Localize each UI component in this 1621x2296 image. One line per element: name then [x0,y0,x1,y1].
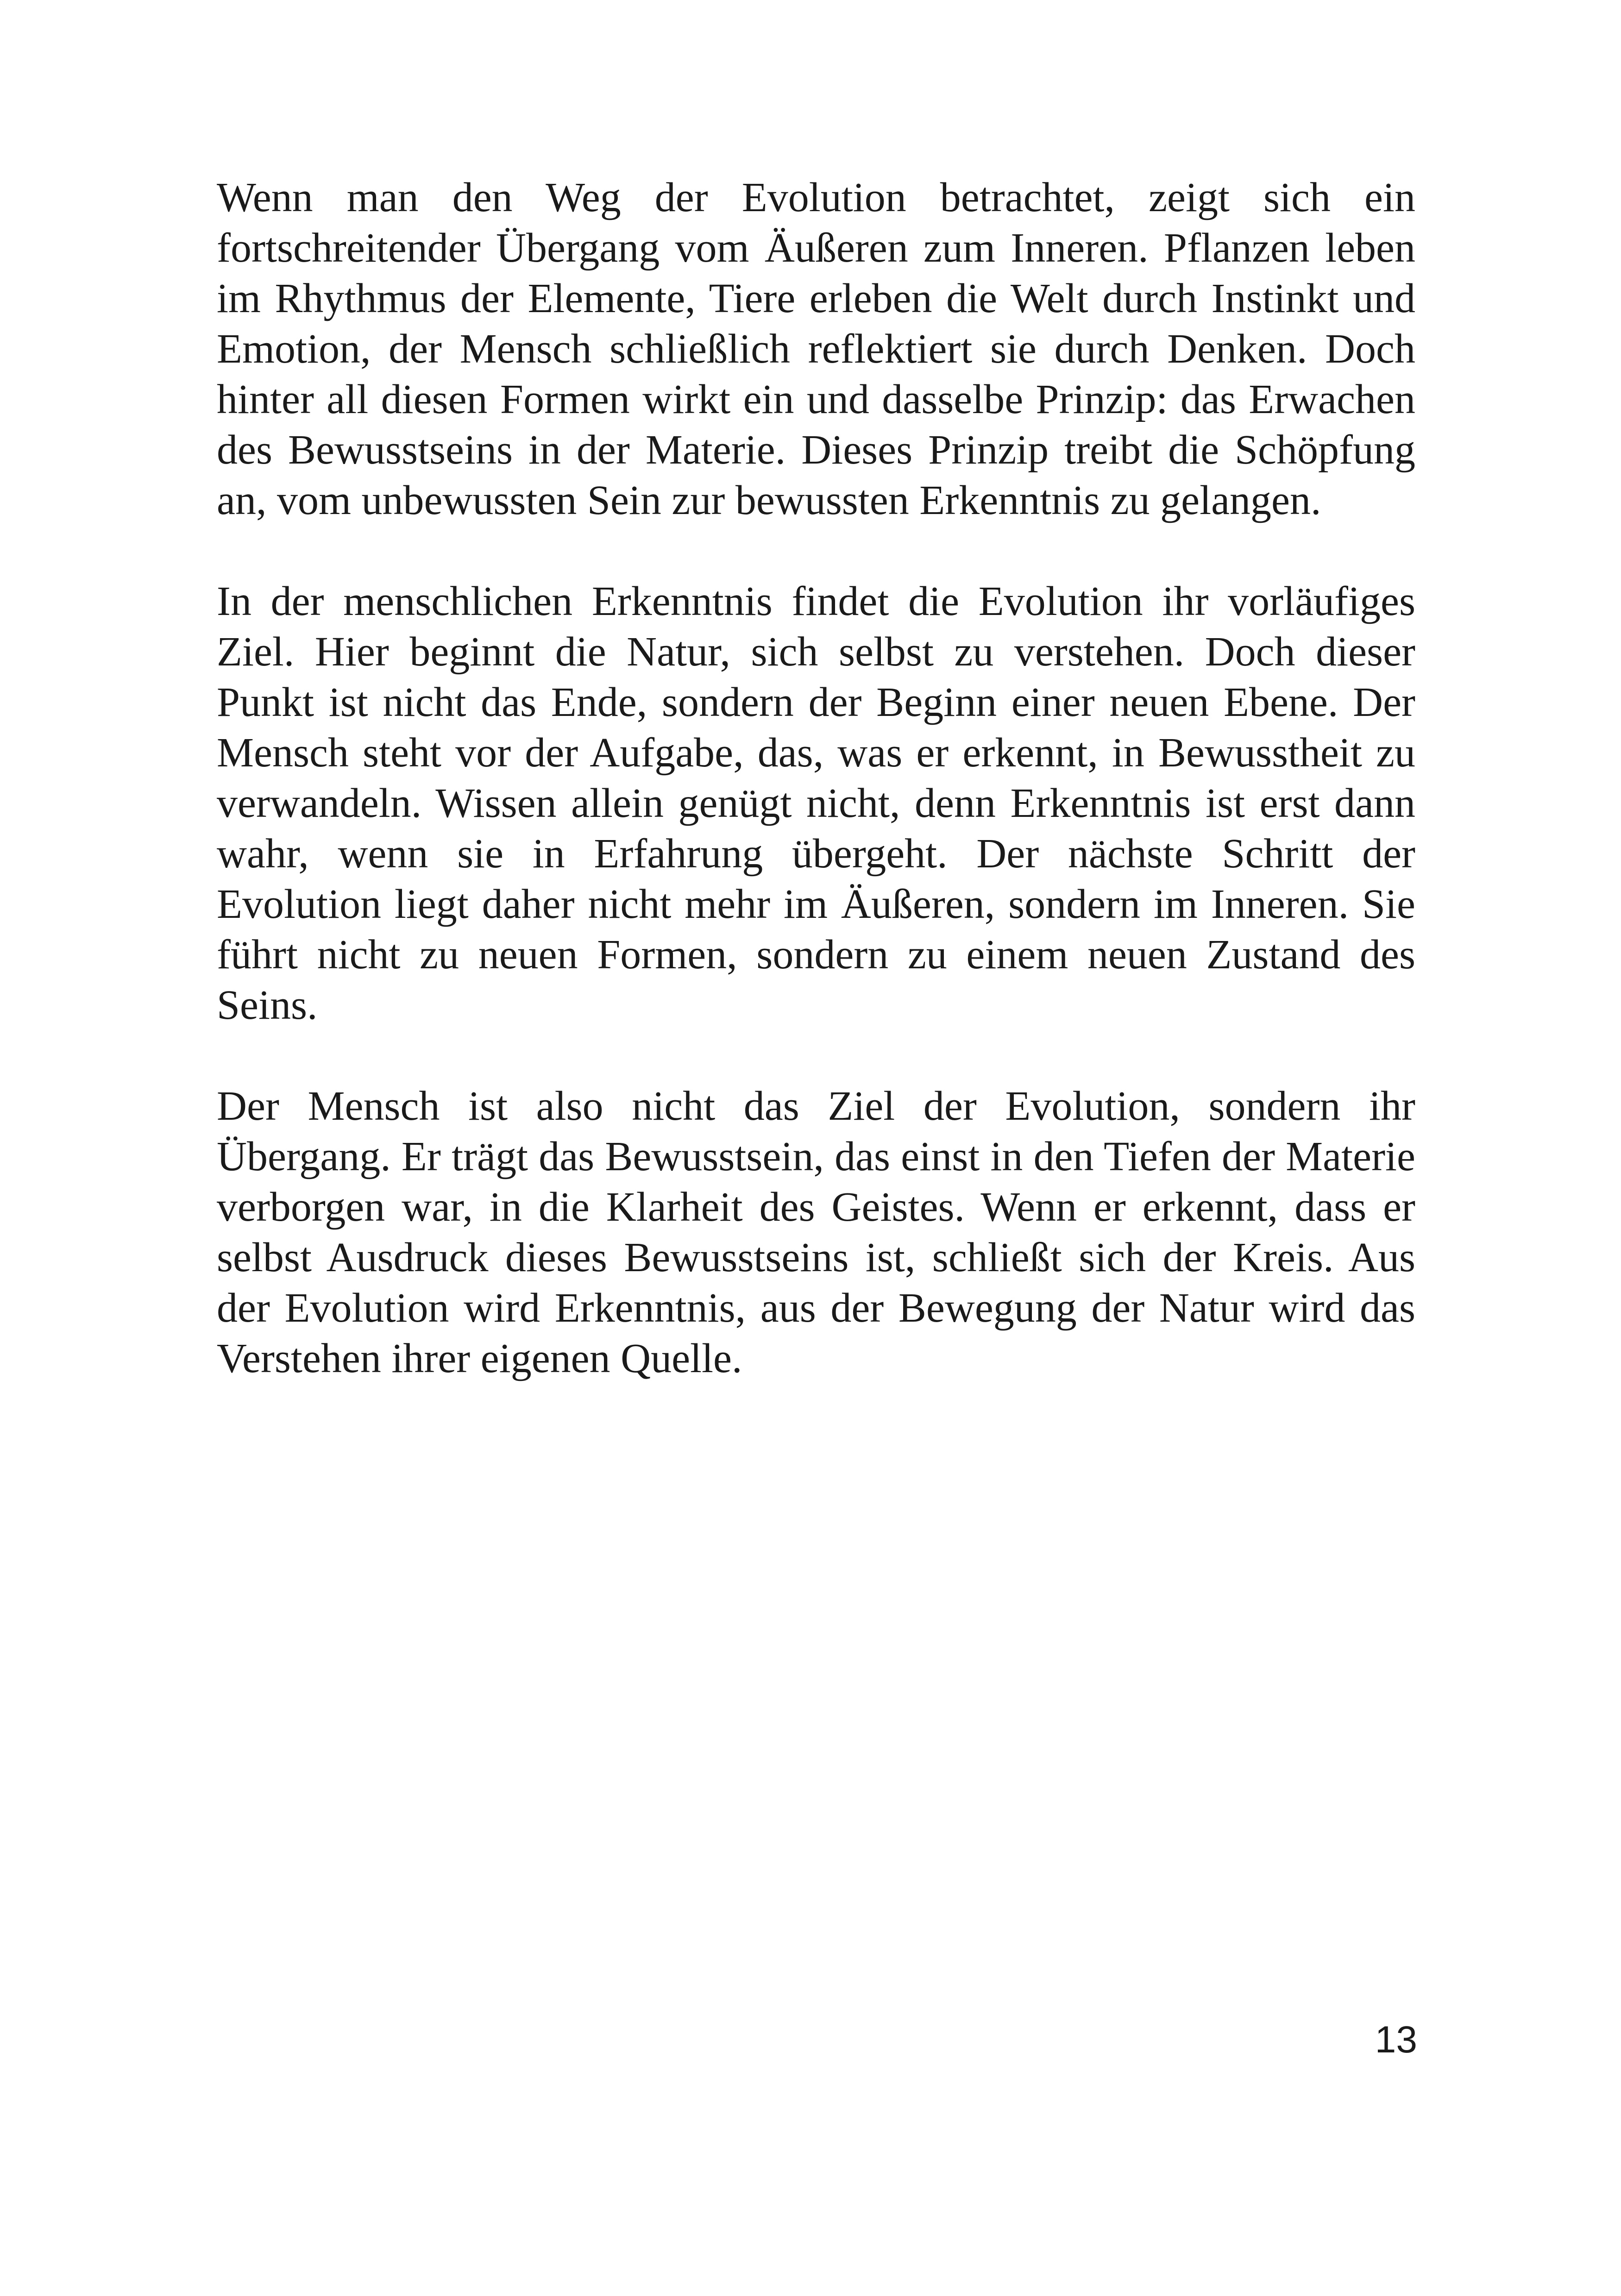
body-text [217,172,1415,1434]
paragraph-1: Wenn man den Weg der Evolution betrachtet, zeigt sich ein fortschreitender Übergang vom Äußeren zum Inneren. Pflanzen leben im Rhythmus der Elemente, Tiere erleben die Welt durch Instinkt und Emotion, der Mensch schließlich reflektiert sie durch Denken. Doch hinter all diesen Formen wirkt ein und dasselbe Prinzip: das Erwachen des Bewusstseins in der Materie. Dieses Prinzip treibt die Schöpfung an, vom unbewussten Sein zur bewussten Erkenntnis zu gelangen. [217,175,1415,523]
page-number: 13 [1375,2019,1417,2061]
paragraph-2: In der menschlichen Erkenntnis findet die Evolution ihr vorläufiges Ziel. Hier beginnt die Natur, sich selbst zu verstehen. Doch dieser Punkt ist nicht das Ende, sondern der Beginn einer neuen Ebene. Der Mensch steht vor der Aufgabe, das, was er erkennt, in Bewusstheit zu verwandeln. Wissen allein genügt nicht, denn Erkenntnis ist erst dann wahr, wenn sie in Erfahrung übergeht. Der nächste Schritt der Evolution liegt daher nicht mehr im Äußeren, sondern im Inneren. Sie führt nicht zu neuen Formen, sondern zu einem neuen Zustand des Seins. [217,578,1415,1028]
paragraph-3: Der Mensch ist also nicht das Ziel der Evolution, sondern ihr Übergang. Er trägt das Bewusstsein, das einst in den Tiefen der Materie verborgen war, in die Klarheit des Geistes. Wenn er erkennt, dass er selbst Ausdruck dieses Bewusstseins ist, schließt sich der Kreis. Aus der Evolution wird Erkenntnis, aus der Bewegung der Natur wird das Verstehen ihrer eigenen Quelle. [217,1083,1415,1381]
